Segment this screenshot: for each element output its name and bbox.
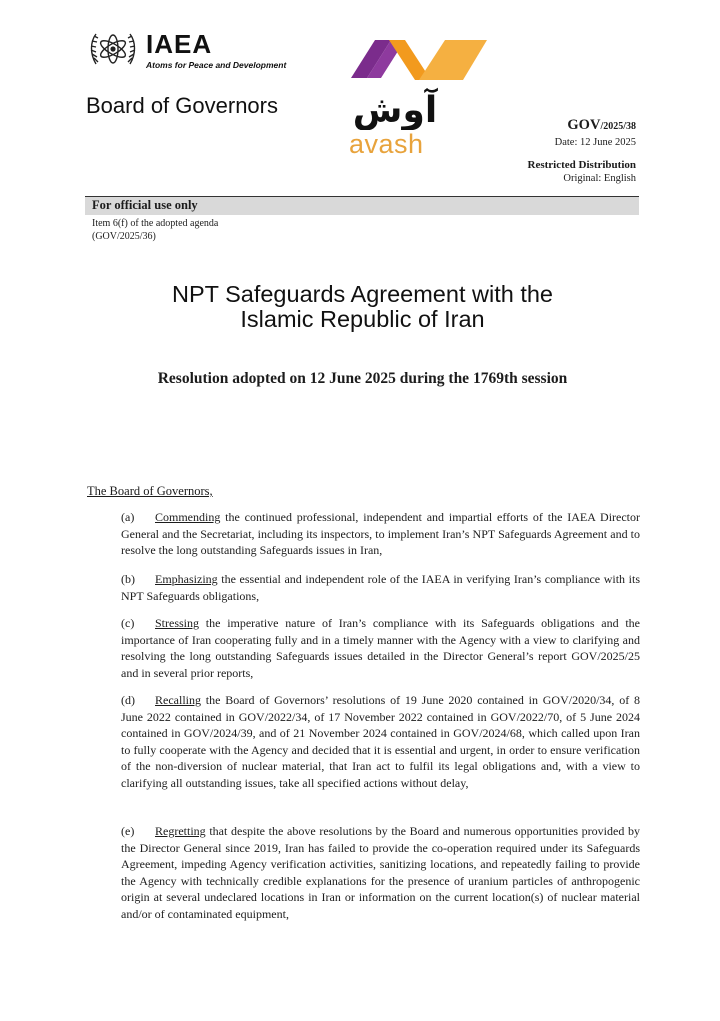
title-line-2: Islamic Republic of Iran <box>240 306 485 332</box>
document-code: GOV/2025/38 <box>567 117 636 133</box>
document-title <box>85 282 640 332</box>
paragraph-text: the continued professional, independent and impartial efforts of the IAEA Director General and the Secretariat, including its inspectors, to implement Iran’s NPT Safeguards Agreement and to resolve the long outstanding Safeguards issues in Iran, <box>121 510 640 557</box>
agenda-item: Item 6(f) of the adopted agenda <box>92 218 219 229</box>
paragraph-b <box>121 571 640 604</box>
svg-text:آوش: آوش <box>352 90 438 130</box>
iaea-tagline: Atoms for Peace and Development <box>146 60 287 70</box>
paragraph-letter: (b) <box>121 572 135 586</box>
title-line-1: NPT Safeguards Agreement with the <box>171 281 553 307</box>
avash-mark-icon <box>345 34 490 86</box>
paragraph-letter: (d) <box>121 693 135 707</box>
document-date: Date: 12 June 2025 <box>554 137 636 148</box>
avash-latin-wordmark: avash <box>349 129 424 159</box>
official-use-bar <box>85 196 639 215</box>
document-id-block <box>555 117 636 150</box>
intro-line: The Board of Governors, <box>87 484 213 498</box>
paragraph-keyword: Commending <box>155 510 221 524</box>
paragraph-a <box>121 509 640 559</box>
agenda-reference <box>92 217 218 243</box>
iaea-acronym: IAEA <box>146 29 213 59</box>
paragraph-text: the Board of Governors’ resolutions of 19 June 2020 contained in GOV/2020/34, of 8 June 2022 contained in GOV/2022/34, of 17 November 2022 contained in GOV/2022/70, of 5 June 2024 contained in GOV/2024/39, and of 21 November 2024 contained in GOV/2024/68, which called upon Iran to fully cooperate with the Agency and decided that it is essential and urgent, in order to ensure verification of the non-diversion of nuclear material, that Iran act to fulfil its legal obligations and, with a view to clarifying all outstanding issues, take all specified actions without delay, <box>121 693 640 790</box>
distribution-label: Restricted Distribution <box>527 159 636 171</box>
agenda-document: (GOV/2025/36) <box>92 231 156 242</box>
paragraph-text: that despite the above resolutions by the Board and numerous opportunities provided by the Director General since 2019, Iran has failed to provide the co-operation required under its Safeguards Agreement, impeding Agency verification activities, sanitizing locations, and repeatedly failing to provide the Agency with technically credible explanations for the presence of uranium particles of anthropogenic origin at several undeclared locations in Iran or information on the current location(s) of nuclear material and/or of contaminated equipment, <box>121 824 640 921</box>
paragraph-d <box>121 692 640 791</box>
paragraph-text: the essential and independent role of the IAEA in verifying Iran’s compliance with its NPT Safeguards obligations, <box>121 572 640 603</box>
iaea-logo <box>86 24 326 76</box>
avash-persian-wordmark <box>350 84 440 130</box>
distribution-block <box>528 158 636 186</box>
paragraph-e <box>121 823 640 922</box>
official-use-label: For official use only <box>92 198 198 212</box>
paragraph-letter: (c) <box>121 616 135 630</box>
paragraph-keyword: Regretting <box>155 824 206 838</box>
board-title: Board of Governors <box>86 93 278 118</box>
paragraph-letter: (e) <box>121 824 135 838</box>
original-language: Original: English <box>563 173 636 184</box>
paragraph-keyword: Recalling <box>155 693 201 707</box>
paragraph-keyword: Emphasizing <box>155 572 218 586</box>
paragraph-letter: (a) <box>121 510 135 524</box>
avash-logo <box>345 34 490 159</box>
paragraph-c <box>121 615 640 681</box>
paragraph-text: the imperative nature of Iran’s compliance with its Safeguards obligations and the importance of Iran cooperating fully and in a timely manner with the Agency with a view to clarifying and resolving the long outstanding Safeguards issues detailed in the Director General’s report GOV/2025/25 and in several prior reports, <box>121 616 640 680</box>
paragraph-keyword: Stressing <box>155 616 200 630</box>
iaea-emblem-icon <box>86 24 140 74</box>
resolution-subtitle: Resolution adopted on 12 June 2025 during the 1769th session <box>157 370 568 387</box>
